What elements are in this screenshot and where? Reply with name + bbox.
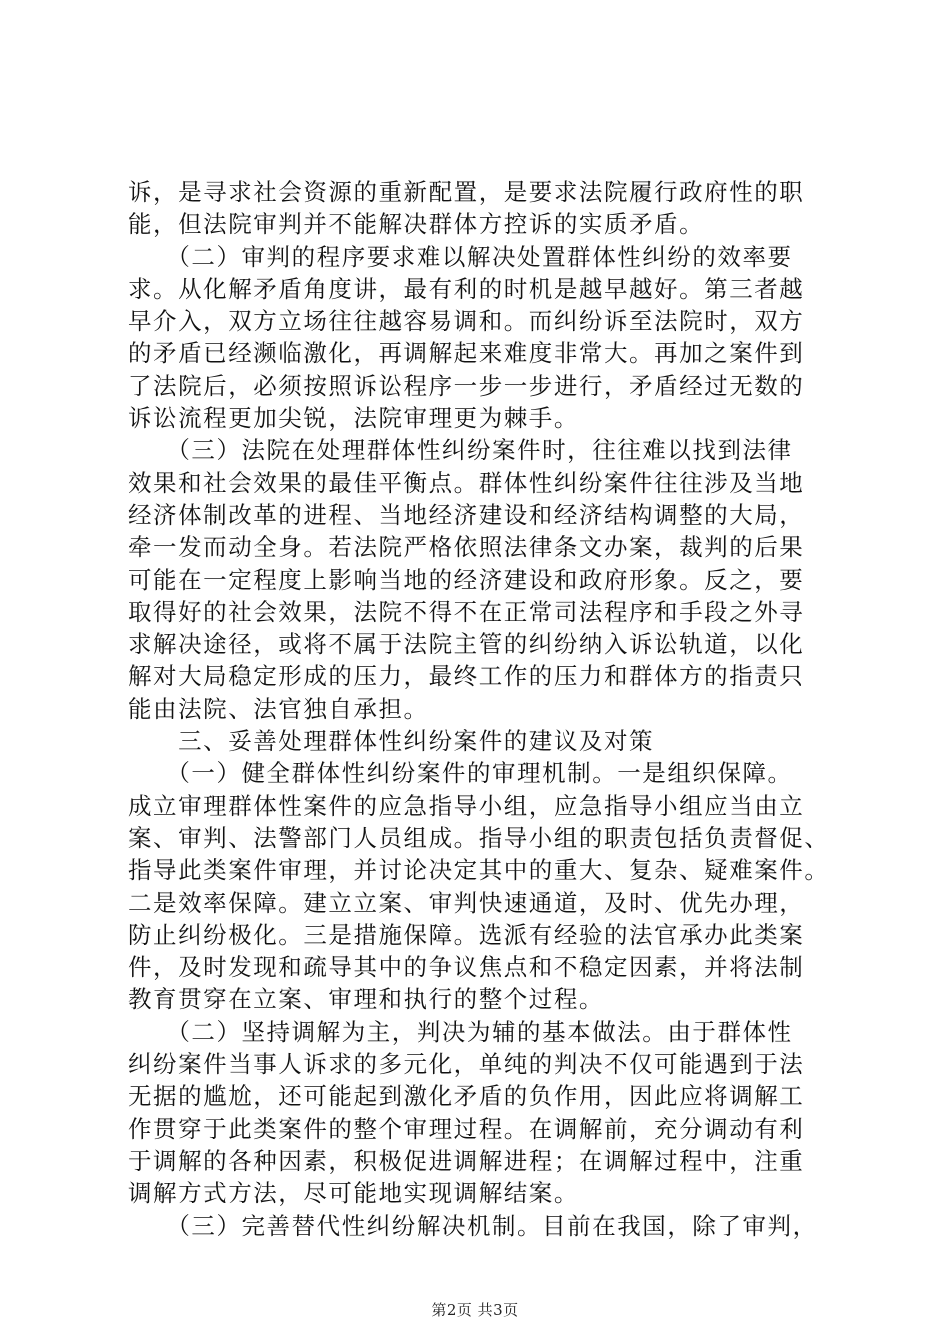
text-line: 诉讼流程更加尖锐，法院审理更为棘手。 <box>128 404 579 433</box>
text-line: （二）审判的程序要求难以解决处置群体性纠纷的效率要 <box>128 242 793 271</box>
page-footer: 第2页 共3页 <box>431 1301 519 1319</box>
text-line: 求。从化解矛盾角度讲，最有利的时机是越早越好。第三者越 <box>128 274 805 303</box>
text-line: （三）法院在处理群体性纠纷案件时，往往难以找到法律 <box>128 436 793 465</box>
text-line: 取得好的社会效果，法院不得不在正常司法程序和手段之外寻 <box>128 597 805 626</box>
text-line: （二）坚持调解为主，判决为辅的基本做法。由于群体性 <box>128 1017 793 1046</box>
text-line: 调解方式方法，尽可能地实现调解结案。 <box>128 1179 579 1208</box>
text-line: 二是效率保障。建立立案、审判快速通道，及时、优先办理， <box>128 888 805 917</box>
text-line: 防止纠纷极化。三是措施保障。选派有经验的法官承办此类案 <box>128 920 805 949</box>
text-line: 解对大局稳定形成的压力，最终工作的压力和群体方的指责只 <box>128 662 805 691</box>
text-line: 效果和社会效果的最佳平衡点。群体性纠纷案件往往涉及当地 <box>128 468 805 497</box>
text-line: 于调解的各种因素，积极促进调解进程；在调解过程中，注重 <box>128 1146 805 1175</box>
text-line: 早介入，双方立场往往越容易调和。而纠纷诉至法院时，双方 <box>128 307 805 336</box>
text-line: 能由法院、法官独自承担。 <box>128 694 429 723</box>
document-body <box>128 176 848 1242</box>
text-line: 无据的尴尬，还可能起到激化矛盾的负作用，因此应将调解工 <box>128 1082 805 1111</box>
text-line: 求解决途径，或将不属于法院主管的纠纷纳入诉讼轨道，以化 <box>128 630 805 659</box>
text-line: 三、妥善处理群体性纠纷案件的建议及对策 <box>128 727 655 756</box>
text-line: 件，及时发现和疏导其中的争议焦点和不稳定因素，并将法制 <box>128 953 805 982</box>
text-line: 诉，是寻求社会资源的重新配置，是要求法院履行政府性的职 <box>128 178 805 206</box>
text-line: 能，但法院审判并不能解决群体方控诉的实质矛盾。 <box>128 210 705 239</box>
text-line: 纠纷案件当事人诉求的多元化，单纯的判决不仅可能遇到于法 <box>128 1050 805 1079</box>
text-line: 指导此类案件审理，并讨论决定其中的重大、复杂、疑难案件。 <box>128 856 830 885</box>
text-line: 教育贯穿在立案、审理和执行的整个过程。 <box>128 985 604 1014</box>
text-line: 可能在一定程度上影响当地的经济建设和政府形象。反之，要 <box>128 565 805 594</box>
text-line: 成立审理群体性案件的应急指导小组，应急指导小组应当由立 <box>128 791 805 820</box>
text-line: 案、审判、法警部门人员组成。指导小组的职责包括负责督促、 <box>128 823 830 852</box>
text-line: （一）健全群体性纠纷案件的审理机制。一是组织保障。 <box>128 759 793 788</box>
text-line: 牵一发而动全身。若法院严格依照法律条文办案，裁判的后果 <box>128 533 805 562</box>
text-line: 作贯穿于此类案件的整个审理过程。在调解前，充分调动有利 <box>128 1114 805 1143</box>
text-line: 了法院后，必须按照诉讼程序一步一步进行，矛盾经过无数的 <box>128 371 805 400</box>
text-line: 经济体制改革的进程、当地经济建设和经济结构调整的大局， <box>128 500 805 529</box>
text-line: （三）完善替代性纠纷解决机制。目前在我国，除了审判， <box>128 1211 818 1240</box>
text-line: 的矛盾已经濒临激化，再调解起来难度非常大。再加之案件到 <box>128 339 805 368</box>
